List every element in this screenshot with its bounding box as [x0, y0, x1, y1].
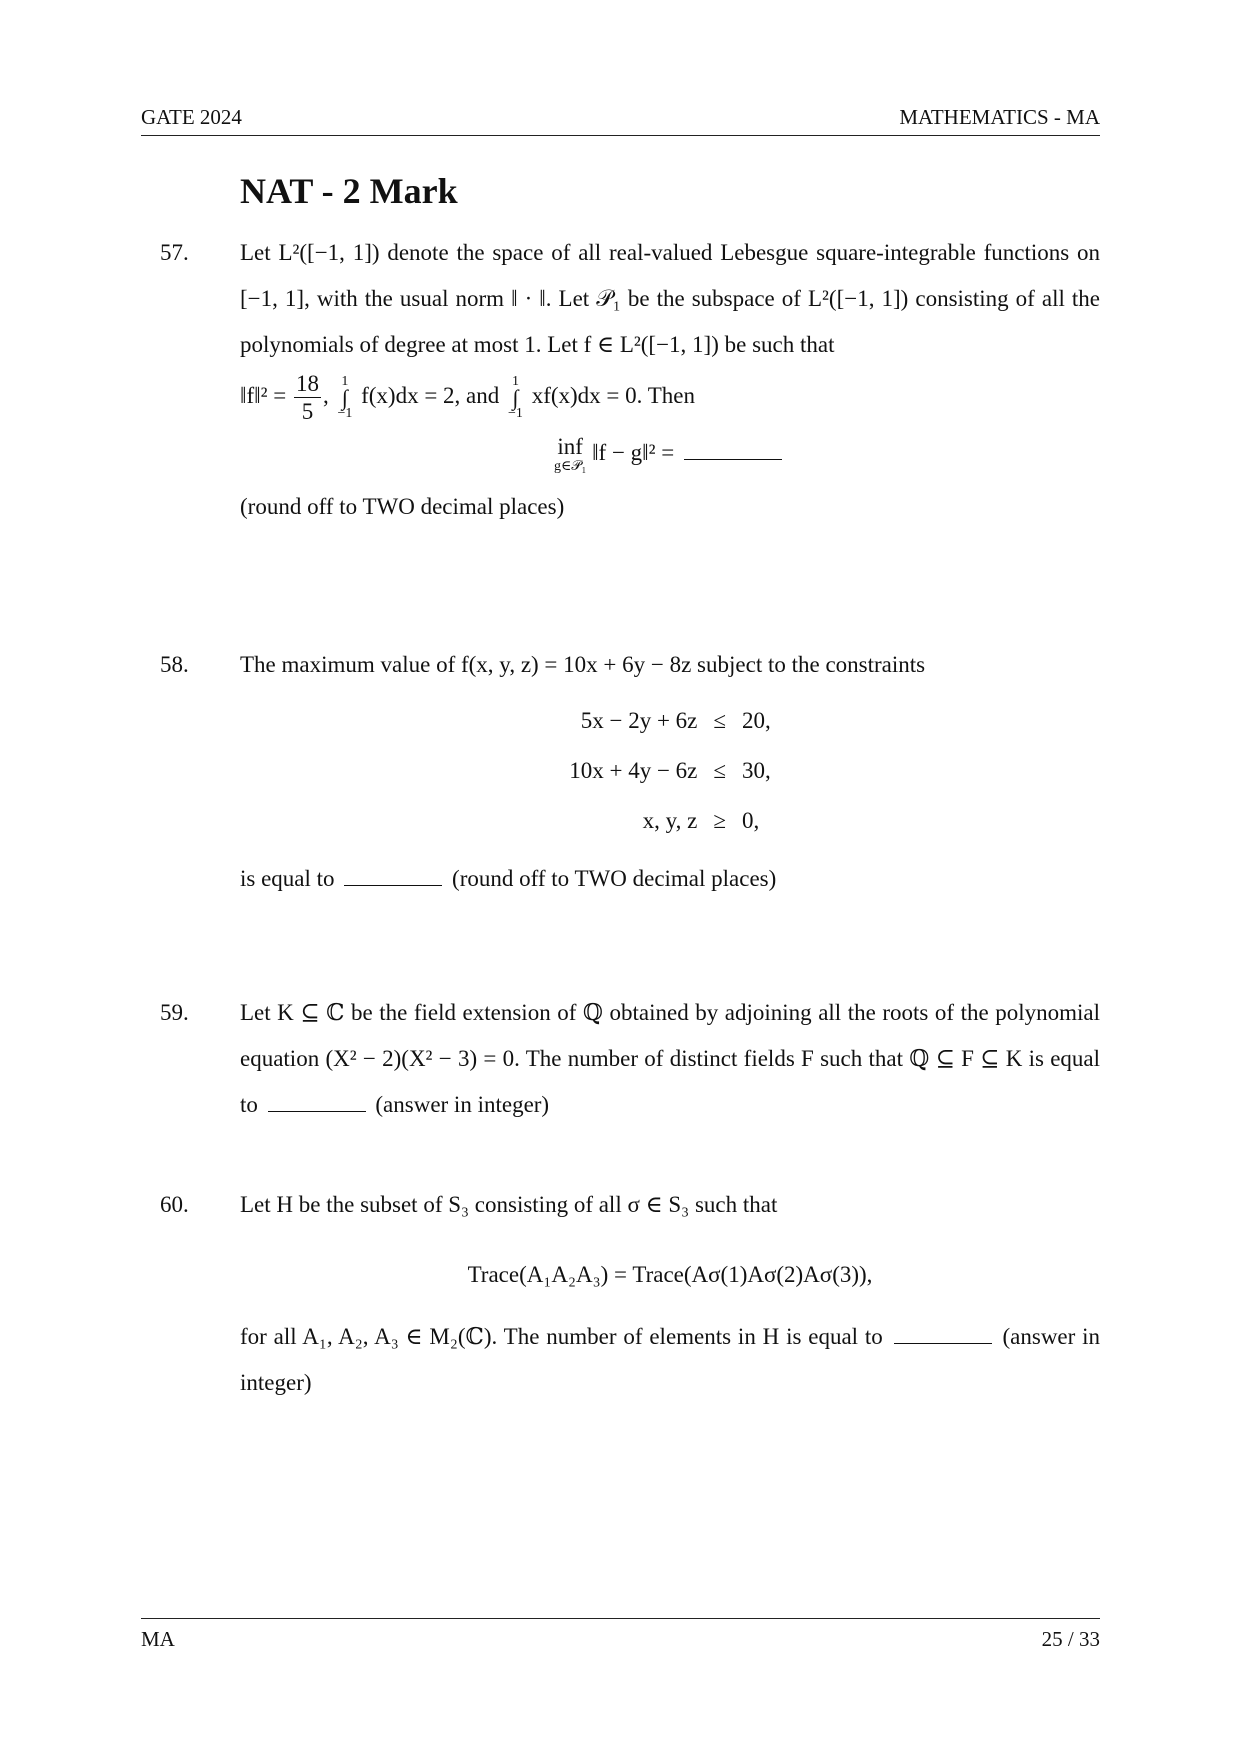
- constraint-rhs: 30,: [742, 758, 771, 783]
- integral-lower-limit: −1: [508, 405, 523, 421]
- constraint-op: ≤: [713, 758, 727, 783]
- question-number: 60.: [160, 1192, 189, 1217]
- constraint-op: ≥: [713, 808, 727, 833]
- integral-lower-limit: −1: [337, 405, 353, 421]
- question-body: for all A₁, A₂, A₃ ∈ M₂(ℂ). The number of elements in H is equal to: [240, 1324, 883, 1349]
- answer-format-note: (answer in integer): [375, 1092, 550, 1117]
- integral-1-expr: f(x)dx = 2, and: [361, 383, 500, 408]
- question-text: Let H be the subset of S₃ consisting of all σ ∈ S₃ such that: [240, 1192, 778, 1217]
- infimum: [554, 435, 586, 474]
- inf-expr: ‖f − g‖² =: [592, 440, 675, 465]
- fraction: [294, 372, 321, 423]
- constraints-table: [561, 696, 779, 846]
- question-text-2: [240, 1314, 1100, 1406]
- rounding-note: (round off to TWO decimal places): [452, 866, 777, 891]
- page-number: 25 / 33: [1041, 1627, 1100, 1651]
- answer-format-note: (answer in integer): [240, 1324, 1101, 1395]
- section-title: NAT - 2 Mark: [240, 171, 458, 211]
- trace-equation: Trace(A₁A₂A₃) = Trace(Aσ(1)Aσ(2)Aσ(3)),: [467, 1262, 873, 1287]
- question-number: 58.: [160, 652, 189, 677]
- constraint-row: [561, 746, 779, 796]
- infimum-expression: [240, 430, 1100, 476]
- constraint-row: [561, 696, 779, 746]
- question-text: Let K ⊆ ℂ be the field extension of ℚ obtained by adjoining all the roots of the polynomial equation (X² − 2)(X² − 3) = 0. The number of distinct fields F such that ℚ ⊆ F ⊆ K is equal to: [240, 1000, 1100, 1117]
- question-60: [141, 1182, 1100, 1406]
- integral-upper-limit: 1: [341, 373, 349, 389]
- question-number: 57.: [160, 240, 189, 265]
- question-conditions: ‖f‖² = $\frac{18}{5}$ , 1 ∫ −1 f(x)dx = 2, and 1 ∫ −1 xf(x)dx = 0. Then: [240, 371, 695, 425]
- exam-name: GATE 2024: [141, 105, 242, 129]
- rounding-note: (round off to TWO decimal places): [240, 494, 565, 519]
- answer-blank: [894, 1327, 992, 1344]
- page-header: [141, 100, 1100, 136]
- question-58: [141, 642, 1100, 902]
- paper-subject: MATHEMATICS - MA: [899, 105, 1100, 129]
- integral-2-expr: xf(x)dx = 0. Then: [531, 383, 695, 408]
- question-57: [141, 230, 1100, 530]
- integral-sign: 1 ∫ −1: [337, 373, 353, 421]
- integral-sign: 1 ∫ −1: [508, 373, 523, 421]
- constraint-lhs: 5x − 2y + 6z: [580, 708, 698, 733]
- constraint-rhs: 20,: [742, 708, 771, 733]
- answer-blank: [268, 1095, 366, 1112]
- question-text: Let L²([−1, 1]) denote the space of all real-valued Lebesgue square-integrable functions on [−1, 1], with the usual norm ‖ · ‖. Let 𝒫₁ be the subspace of L²([−1, 1]) consisting of all the polynomials of degree at most 1. Let f ∈ L²([−1, 1]) be such that: [240, 240, 1100, 357]
- constraint-rhs: 0,: [742, 808, 760, 833]
- inf-label: inf: [557, 434, 583, 460]
- constraint-lhs: 10x + 4y − 6z: [569, 758, 698, 783]
- question-59: [141, 990, 1100, 1128]
- question-text: The maximum value of f(x, y, z) = 10x + 6y − 8z subject to the constraints: [240, 652, 926, 677]
- question-number: 59.: [160, 1000, 189, 1025]
- page-footer: [141, 1618, 1100, 1652]
- outro-text: is equal to: [240, 866, 335, 891]
- question-outro: [240, 856, 1100, 902]
- norm-lhs: ‖f‖² =: [240, 383, 287, 408]
- constraint-row: [561, 796, 779, 846]
- fraction-denominator: 5: [301, 399, 314, 425]
- constraint-op: ≤: [713, 708, 727, 733]
- answer-blank: [344, 869, 442, 886]
- constraint-lhs: x, y, z: [642, 808, 698, 833]
- inf-subscript: g∈𝒫₁: [553, 459, 587, 475]
- integral-upper-limit: 1: [511, 373, 519, 389]
- footer-subject-code: MA: [141, 1627, 175, 1651]
- fraction-numerator: 18: [295, 371, 319, 397]
- answer-blank: [684, 443, 782, 460]
